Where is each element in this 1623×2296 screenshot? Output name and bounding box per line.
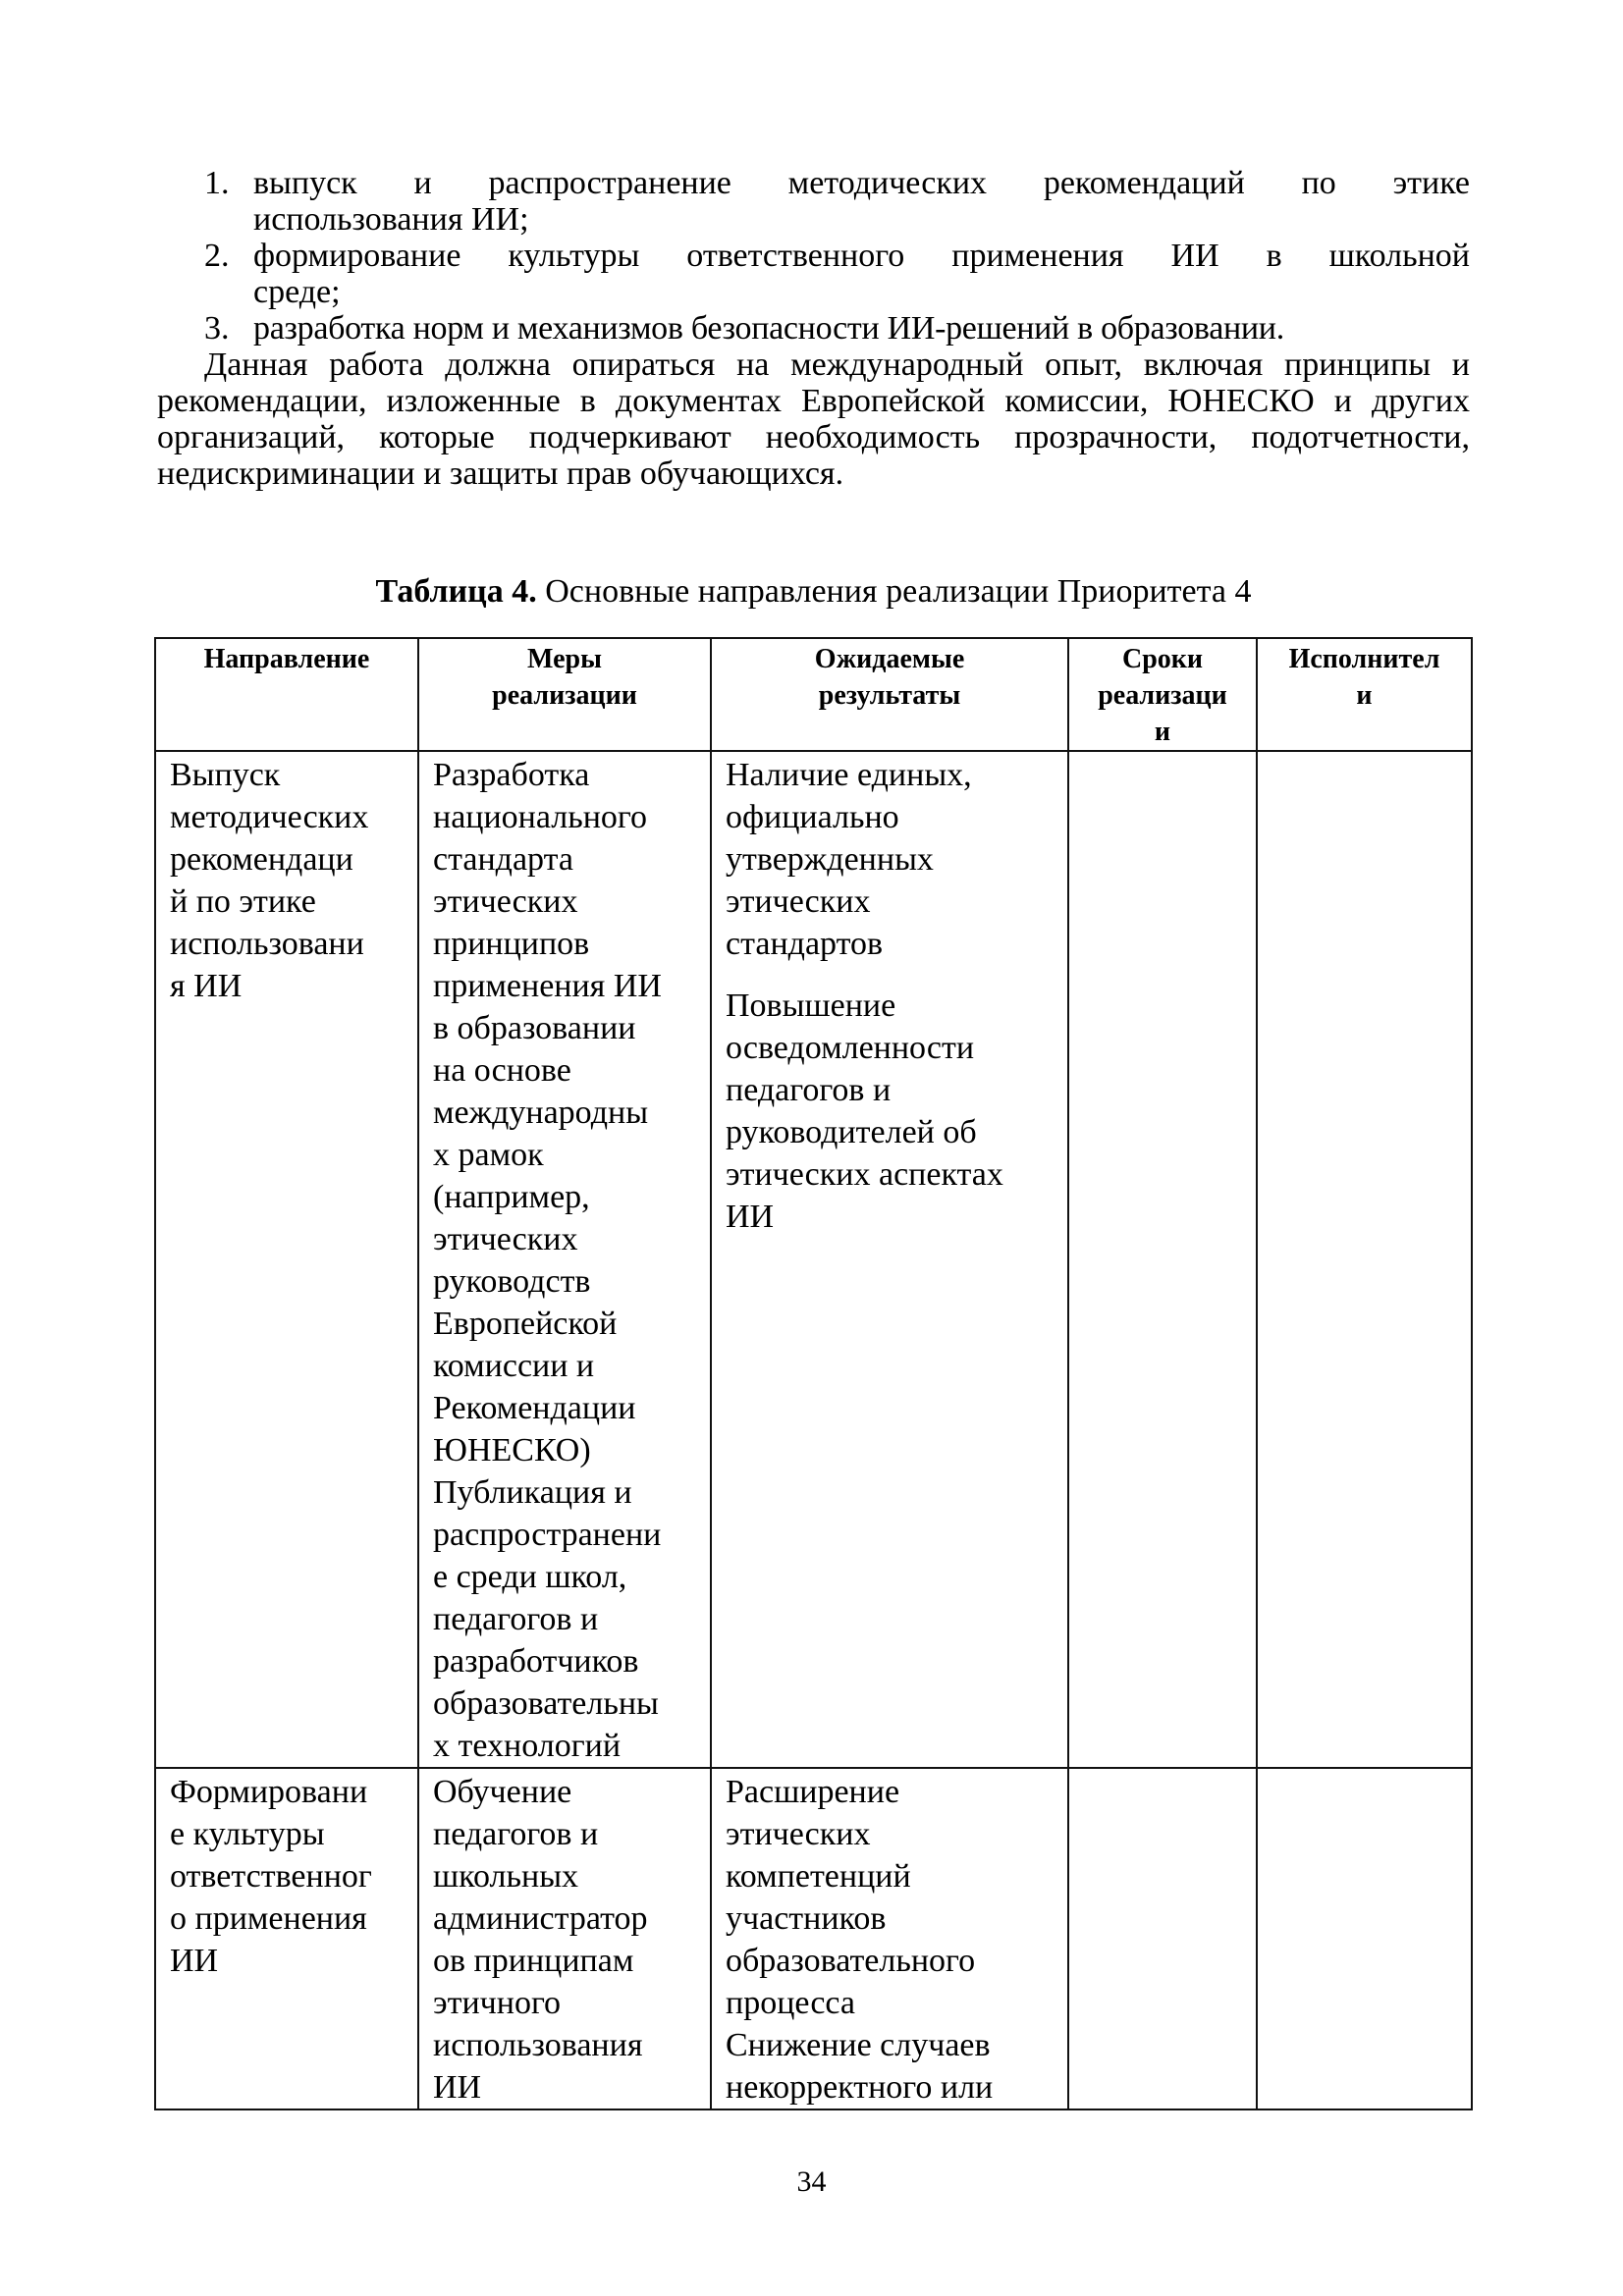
cell-text-line: образовательны bbox=[433, 1685, 659, 1722]
header-text: и bbox=[1356, 680, 1373, 711]
cell-text-line: этических bbox=[433, 883, 578, 920]
table-row bbox=[155, 1768, 1472, 2109]
cell-text-line: применения ИИ bbox=[433, 968, 662, 1004]
cell-text-line: ИИ bbox=[170, 1943, 219, 1979]
cell-text-line: администратор bbox=[433, 1900, 648, 1937]
cell-text-line: этических bbox=[726, 883, 871, 920]
body-text bbox=[157, 165, 1470, 492]
cell-text-line: х рамок bbox=[433, 1137, 544, 1173]
header-text: и bbox=[1154, 717, 1171, 747]
cell-text-line: ЮНЕСКО) bbox=[433, 1432, 591, 1468]
cell-text-line: ИИ bbox=[433, 2069, 482, 2106]
list-item bbox=[157, 238, 1470, 310]
priorities-list bbox=[157, 165, 1470, 347]
cell-text-line: участников bbox=[726, 1900, 887, 1937]
cell-text-line: этических bbox=[433, 1221, 578, 1257]
page-number: 34 bbox=[796, 2165, 827, 2198]
table-caption-label: Таблица 4. bbox=[375, 573, 537, 610]
cell-text-line: ов принципам bbox=[433, 1943, 634, 1979]
cell-text-line: в образовании bbox=[433, 1010, 636, 1046]
cell-text-line: ответственног bbox=[170, 1858, 372, 1895]
cell-text-line: комиссии и bbox=[433, 1348, 595, 1384]
header-text: Исполнител bbox=[1288, 644, 1440, 674]
cell-text-line: Наличие единых, bbox=[726, 757, 972, 793]
cell-text-line: этичного bbox=[433, 1985, 562, 2021]
cell-text-line: руководителей об bbox=[726, 1114, 977, 1150]
cell-text-line: Повышение bbox=[726, 988, 896, 1024]
cell-text-line: педагогов и bbox=[433, 1601, 599, 1637]
cell-text-line: Расширение bbox=[726, 1774, 900, 1810]
cell-text-line: образовательного bbox=[726, 1943, 976, 1979]
header-expected-results bbox=[711, 638, 1068, 751]
list-item-text: формирование культуры ответственного применения ИИ в школьной bbox=[253, 238, 1470, 274]
cell-text-line: е культуры bbox=[170, 1816, 325, 1852]
cell-text-line: методических bbox=[170, 799, 369, 835]
cell-text-line: стандарта bbox=[433, 841, 573, 878]
list-item-text: использования ИИ; bbox=[253, 201, 529, 238]
cell-text-line: Выпуск bbox=[170, 757, 281, 793]
cell-executors bbox=[1257, 751, 1472, 1768]
body-paragraph: Данная работа должна опираться на международный опыт, включая принципы и рекомендации, изложенные в документах Европейской комиссии, ЮНЕСКО и других организаций, которые подчеркивают необходимость прозрачности, подотчетности, недискриминации и защиты прав обучающихся. bbox=[157, 347, 1470, 492]
cell-text-line: международны bbox=[433, 1095, 649, 1131]
cell-text-line: е среди школ, bbox=[433, 1559, 627, 1595]
cell-text-line: Рекомендации bbox=[433, 1390, 636, 1426]
list-item bbox=[157, 310, 1470, 347]
cell-text-line: Разработка bbox=[433, 757, 590, 793]
spacer bbox=[726, 965, 1054, 985]
list-item-text: разработка норм и механизмов безопасности ИИ-решений в образовании. bbox=[253, 310, 1284, 347]
cell-text-line: распространени bbox=[433, 1517, 662, 1553]
header-timeline bbox=[1068, 638, 1257, 751]
priority-4-table bbox=[154, 637, 1473, 2110]
cell-text-line: Публикация и bbox=[433, 1474, 632, 1511]
header-measures bbox=[418, 638, 711, 751]
list-number: 1. bbox=[204, 165, 230, 201]
list-number: 3. bbox=[204, 310, 230, 347]
cell-text-line: на основе bbox=[433, 1052, 571, 1089]
header-text: реализации bbox=[492, 680, 637, 711]
cell-text-line: о применения bbox=[170, 1900, 367, 1937]
cell-expected-results bbox=[711, 1768, 1068, 2109]
cell-text-line: Обучение bbox=[433, 1774, 572, 1810]
cell-measures bbox=[418, 751, 711, 1768]
list-item-text: среде; bbox=[253, 274, 341, 310]
cell-text-line: ИИ bbox=[726, 1199, 775, 1235]
cell-text-line: этических аспектах bbox=[726, 1156, 1003, 1193]
cell-text-line: Снижение случаев bbox=[726, 2027, 991, 2063]
cell-text-line: некорректного или bbox=[726, 2069, 994, 2106]
cell-timeline bbox=[1068, 751, 1257, 1768]
cell-text-line: х технологий bbox=[433, 1728, 622, 1764]
header-text: Сроки bbox=[1121, 644, 1204, 674]
table-row bbox=[155, 751, 1472, 1768]
cell-text-line: этических bbox=[726, 1816, 871, 1852]
table-header-row bbox=[155, 638, 1472, 751]
result-block bbox=[726, 985, 1054, 1238]
cell-executors bbox=[1257, 1768, 1472, 2109]
cell-text-line: принципов bbox=[433, 926, 590, 962]
cell-direction bbox=[155, 751, 418, 1768]
cell-text-line: Европейской bbox=[433, 1306, 618, 1342]
cell-text-line: разработчиков bbox=[433, 1643, 639, 1680]
cell-text-line: й по этике bbox=[170, 883, 316, 920]
header-executors bbox=[1257, 638, 1472, 751]
table-caption-title: Основные направления реализации Приоритета 4 bbox=[536, 573, 1252, 610]
cell-text-line: процесса bbox=[726, 1985, 856, 2021]
cell-text-line: я ИИ bbox=[170, 968, 243, 1004]
header-direction bbox=[155, 638, 418, 751]
cell-text-line: национального bbox=[433, 799, 648, 835]
cell-timeline bbox=[1068, 1768, 1257, 2109]
list-item-text: выпуск и распространение методических рекомендаций по этике bbox=[253, 165, 1470, 201]
cell-text-line: рекомендаци bbox=[170, 841, 353, 878]
header-text: Меры bbox=[527, 644, 602, 674]
list-item bbox=[157, 165, 1470, 238]
cell-text-line: официально bbox=[726, 799, 899, 835]
cell-text-line: использовани bbox=[170, 926, 364, 962]
header-text: Ожидаемые bbox=[814, 644, 965, 674]
table-caption bbox=[157, 573, 1470, 610]
cell-text-line: компетенций bbox=[726, 1858, 911, 1895]
header-text: реализаци bbox=[1098, 680, 1227, 711]
list-number: 2. bbox=[204, 238, 230, 274]
cell-text-line: педагогов и bbox=[726, 1072, 892, 1108]
cell-text-line: стандартов bbox=[726, 926, 884, 962]
cell-text-line: школьных bbox=[433, 1858, 579, 1895]
cell-expected-results bbox=[711, 751, 1068, 1768]
result-block bbox=[726, 754, 1054, 965]
cell-measures bbox=[418, 1768, 711, 2109]
cell-text-line: педагогов и bbox=[433, 1816, 599, 1852]
cell-text-line: руководств bbox=[433, 1263, 591, 1300]
cell-text-line: (например, bbox=[433, 1179, 590, 1215]
cell-text-line: утвержденных bbox=[726, 841, 934, 878]
cell-text-line: Формировани bbox=[170, 1774, 368, 1810]
header-text: Направление bbox=[203, 644, 370, 674]
cell-direction bbox=[155, 1768, 418, 2109]
cell-text-line: осведомленности bbox=[726, 1030, 975, 1066]
cell-text-line: использования bbox=[433, 2027, 643, 2063]
header-text: результаты bbox=[818, 680, 961, 711]
